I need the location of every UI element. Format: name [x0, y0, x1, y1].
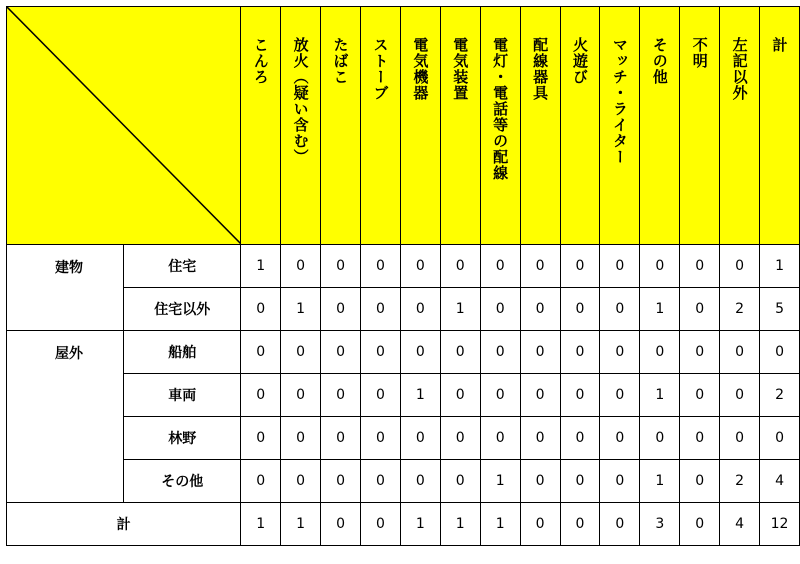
- column-header-label: 電気機器: [411, 37, 430, 101]
- value-cell: 0: [361, 460, 401, 503]
- table-row: [7, 245, 800, 288]
- value-cell: 0: [281, 417, 321, 460]
- value-cell: 0: [480, 331, 520, 374]
- value-cell: 1: [640, 374, 680, 417]
- value-cell: 2: [720, 288, 760, 331]
- group-label: 建物: [55, 260, 83, 276]
- column-header: [400, 7, 440, 245]
- value-cell: 0: [241, 288, 281, 331]
- value-cell: 0: [321, 374, 361, 417]
- value-cell: 0: [560, 460, 600, 503]
- value-cell: 0: [680, 374, 720, 417]
- value-cell: 0: [720, 331, 760, 374]
- value-cell: 0: [720, 417, 760, 460]
- total-value-cell: 0: [600, 503, 640, 546]
- total-value-cell: 0: [560, 503, 600, 546]
- total-value-cell: 0: [361, 503, 401, 546]
- column-header: [520, 7, 560, 245]
- value-cell: 0: [760, 331, 800, 374]
- row-label: 住宅以外: [124, 288, 241, 331]
- value-cell: 0: [600, 288, 640, 331]
- value-cell: 1: [400, 374, 440, 417]
- value-cell: 0: [241, 460, 281, 503]
- total-value-cell: 1: [400, 503, 440, 546]
- column-header-label: ストーブ: [371, 37, 390, 101]
- value-cell: 0: [400, 417, 440, 460]
- value-cell: 2: [760, 374, 800, 417]
- corner-cell: [7, 7, 241, 245]
- value-cell: 0: [480, 417, 520, 460]
- column-header-label: その他: [650, 37, 669, 85]
- total-value-cell: 4: [720, 503, 760, 546]
- value-cell: 0: [440, 374, 480, 417]
- value-cell: 0: [400, 245, 440, 288]
- value-cell: 0: [560, 288, 600, 331]
- value-cell: 0: [241, 417, 281, 460]
- row-label: 住宅: [124, 245, 241, 288]
- column-header: [600, 7, 640, 245]
- column-header: [241, 7, 281, 245]
- total-value-cell: 3: [640, 503, 680, 546]
- column-header-label: 左記以外: [730, 37, 749, 101]
- value-cell: 1: [640, 460, 680, 503]
- header-row: [7, 7, 800, 245]
- value-cell: 0: [281, 374, 321, 417]
- column-header-label: 火遊び: [570, 37, 589, 85]
- value-cell: 0: [361, 417, 401, 460]
- value-cell: 0: [520, 460, 560, 503]
- table-body: [7, 245, 800, 546]
- value-cell: 0: [440, 331, 480, 374]
- group-label-cell: [7, 331, 124, 503]
- value-cell: 0: [400, 331, 440, 374]
- column-header-label: 電気装置: [451, 37, 470, 101]
- value-cell: 0: [600, 417, 640, 460]
- row-label: その他: [124, 460, 241, 503]
- table-row: [7, 460, 800, 503]
- value-cell: 0: [640, 331, 680, 374]
- value-cell: 0: [600, 245, 640, 288]
- value-cell: 0: [440, 417, 480, 460]
- value-cell: 0: [480, 245, 520, 288]
- value-cell: 0: [560, 417, 600, 460]
- value-cell: 1: [440, 288, 480, 331]
- value-cell: 0: [440, 460, 480, 503]
- value-cell: 0: [281, 331, 321, 374]
- value-cell: 0: [640, 245, 680, 288]
- column-header-label: 配線器具: [531, 37, 550, 101]
- column-header: [680, 7, 720, 245]
- value-cell: 0: [560, 245, 600, 288]
- table-row: [7, 331, 800, 374]
- value-cell: 0: [720, 245, 760, 288]
- column-header: [560, 7, 600, 245]
- value-cell: 0: [480, 374, 520, 417]
- value-cell: 0: [680, 417, 720, 460]
- value-cell: 1: [760, 245, 800, 288]
- column-header-label: 不明: [690, 37, 709, 69]
- value-cell: 0: [361, 245, 401, 288]
- group-label-cell: [7, 245, 124, 331]
- value-cell: 1: [241, 245, 281, 288]
- table-row: [7, 288, 800, 331]
- value-cell: 0: [600, 331, 640, 374]
- value-cell: 0: [281, 460, 321, 503]
- value-cell: 4: [760, 460, 800, 503]
- column-header-label: マッチ・ライター: [610, 37, 629, 165]
- column-header-label: 計: [770, 37, 789, 53]
- table-row: [7, 374, 800, 417]
- value-cell: 5: [760, 288, 800, 331]
- value-cell: 0: [680, 245, 720, 288]
- total-value-cell: 1: [281, 503, 321, 546]
- total-value-cell: 1: [241, 503, 281, 546]
- value-cell: 1: [640, 288, 680, 331]
- value-cell: 0: [520, 245, 560, 288]
- total-value-cell: 1: [440, 503, 480, 546]
- value-cell: 0: [361, 374, 401, 417]
- column-header: [361, 7, 401, 245]
- value-cell: 0: [321, 460, 361, 503]
- value-cell: 0: [400, 460, 440, 503]
- column-header: [760, 7, 800, 245]
- group-label: 屋外: [55, 346, 83, 362]
- value-cell: 0: [680, 331, 720, 374]
- value-cell: 0: [640, 417, 680, 460]
- value-cell: 0: [241, 331, 281, 374]
- column-header: [321, 7, 361, 245]
- row-label: 林野: [124, 417, 241, 460]
- value-cell: 0: [440, 245, 480, 288]
- column-header-label: たばこ: [331, 37, 350, 85]
- value-cell: 0: [321, 245, 361, 288]
- column-header-label: 放火（疑い含む）: [291, 37, 310, 165]
- value-cell: 0: [520, 417, 560, 460]
- value-cell: 0: [281, 245, 321, 288]
- value-cell: 1: [281, 288, 321, 331]
- row-label: 車両: [124, 374, 241, 417]
- value-cell: 0: [680, 460, 720, 503]
- value-cell: 0: [600, 374, 640, 417]
- total-value-cell: 0: [321, 503, 361, 546]
- column-header: [281, 7, 321, 245]
- column-header-label: 電灯・電話等の配線: [491, 37, 510, 181]
- total-value-cell: 0: [680, 503, 720, 546]
- row-label: 船舶: [124, 331, 241, 374]
- value-cell: 0: [760, 417, 800, 460]
- value-cell: 0: [600, 460, 640, 503]
- value-cell: 0: [400, 288, 440, 331]
- total-value-cell: 1: [480, 503, 520, 546]
- corner-diagonal-line: [7, 7, 241, 244]
- value-cell: 0: [321, 417, 361, 460]
- value-cell: 0: [520, 374, 560, 417]
- value-cell: 0: [480, 288, 520, 331]
- fire-cause-table-wrapper: [6, 6, 800, 546]
- column-header-label: こんろ: [251, 37, 270, 85]
- value-cell: 2: [720, 460, 760, 503]
- value-cell: 1: [480, 460, 520, 503]
- column-header: [480, 7, 520, 245]
- total-value-cell: 12: [760, 503, 800, 546]
- column-header: [640, 7, 680, 245]
- total-label: 計: [7, 503, 241, 546]
- value-cell: 0: [361, 331, 401, 374]
- value-cell: 0: [520, 331, 560, 374]
- value-cell: 0: [560, 331, 600, 374]
- value-cell: 0: [680, 288, 720, 331]
- value-cell: 0: [321, 288, 361, 331]
- value-cell: 0: [241, 374, 281, 417]
- column-header: [440, 7, 480, 245]
- total-value-cell: 0: [520, 503, 560, 546]
- column-header: [720, 7, 760, 245]
- value-cell: 0: [560, 374, 600, 417]
- value-cell: 0: [361, 288, 401, 331]
- value-cell: 0: [321, 331, 361, 374]
- value-cell: 0: [720, 374, 760, 417]
- total-row: [7, 503, 800, 546]
- value-cell: 0: [520, 288, 560, 331]
- table-row: [7, 417, 800, 460]
- fire-cause-table: [6, 6, 800, 546]
